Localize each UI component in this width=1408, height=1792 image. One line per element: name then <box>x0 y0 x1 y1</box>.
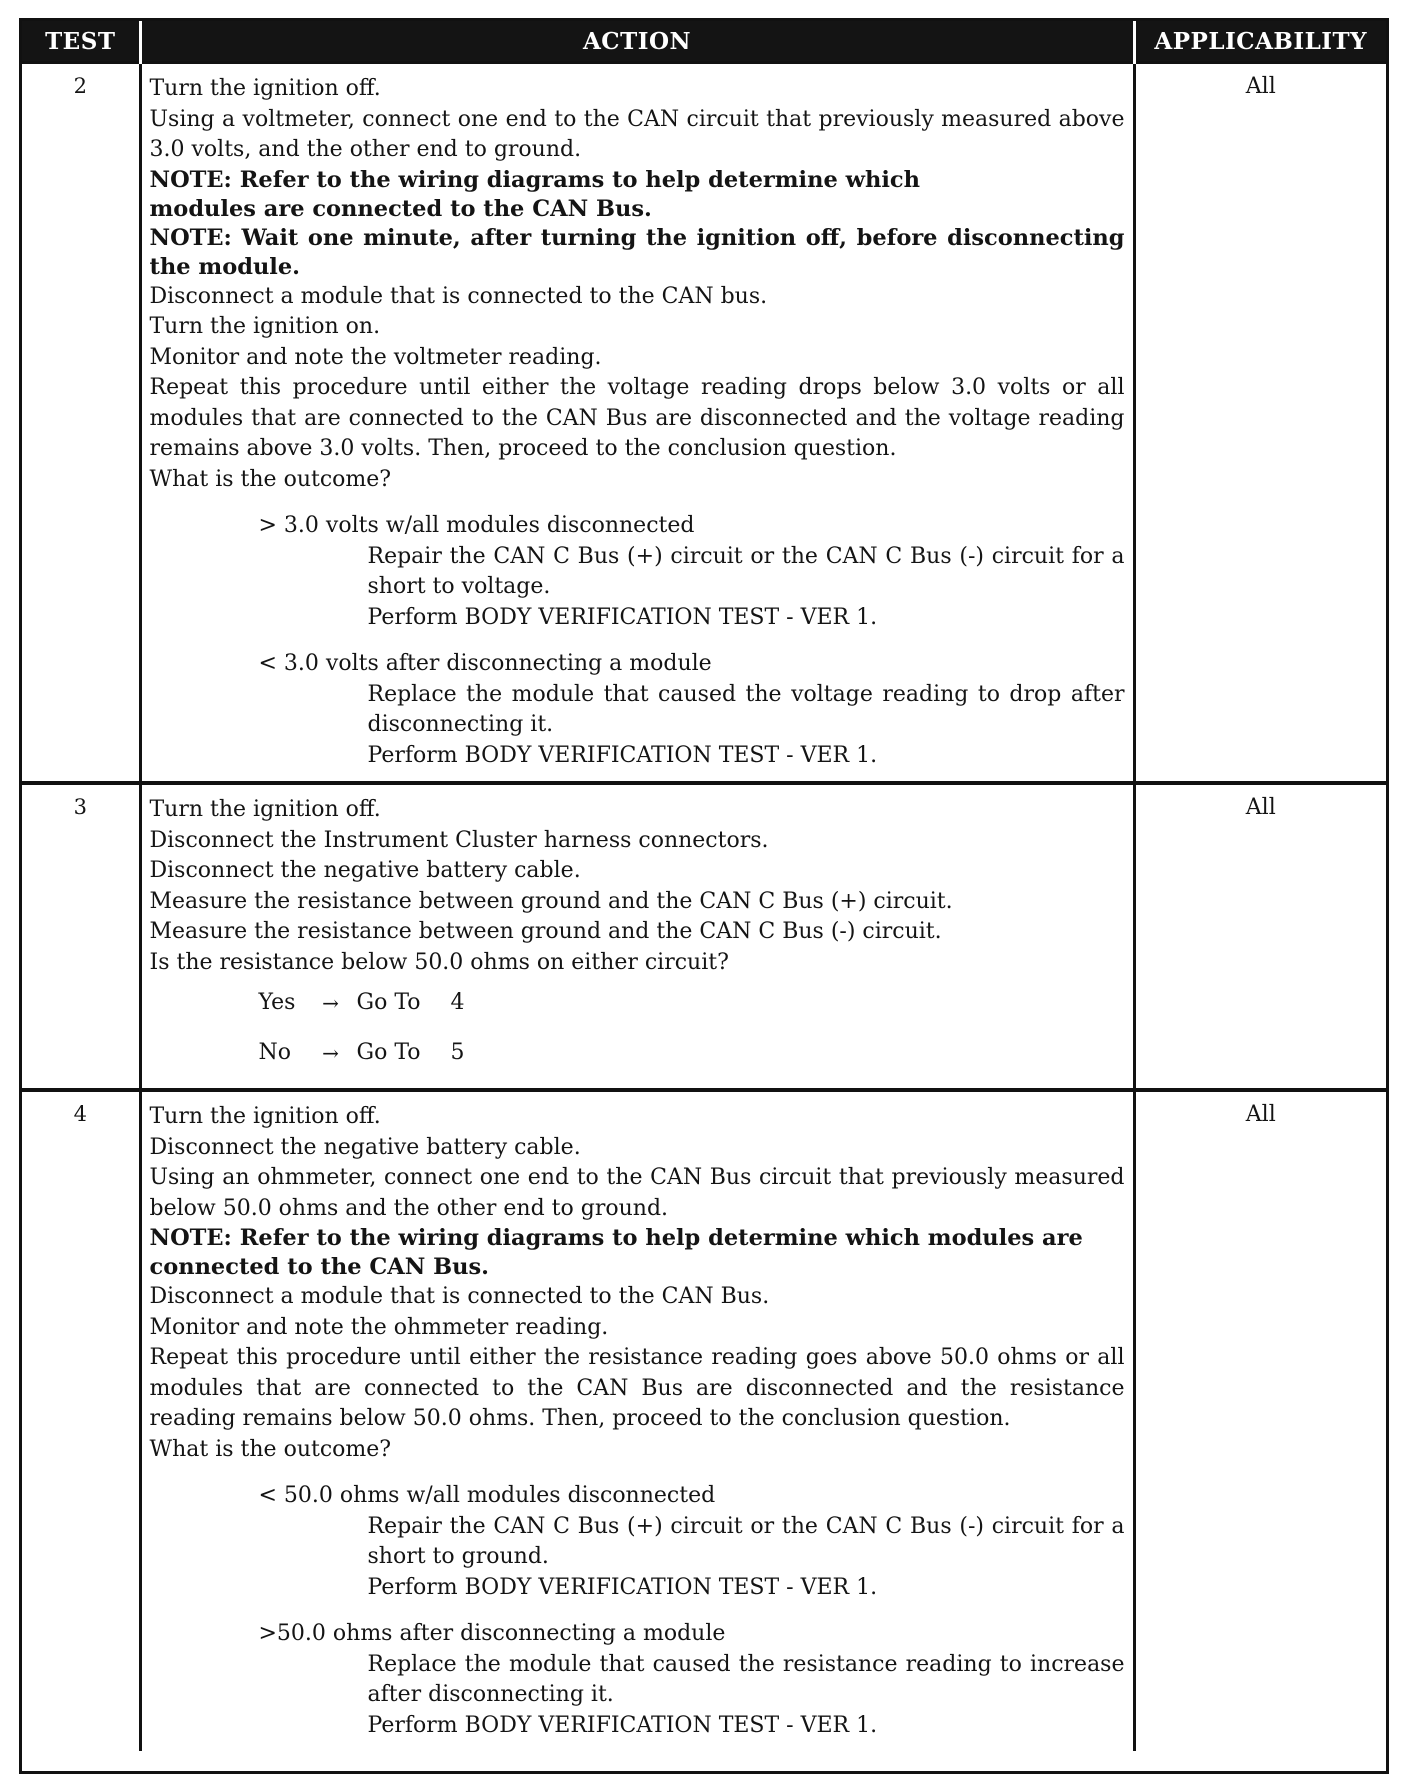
outcome-condition: > 3.0 volts w/all modules disconnected <box>258 513 695 538</box>
test-action-cell <box>140 1090 1134 1751</box>
action-line: Monitor and note the voltmeter reading. <box>149 344 602 370</box>
action-line: Repeat this procedure until either the voltage reading drops below 3.0 volts or all modules that are connected to the CAN Bus are disconnected and the voltage reading remains above 3.0 volts. Then, proceed to the conclusion question. <box>149 375 1125 461</box>
column-header-applicability: APPLICABILITY <box>1134 21 1386 63</box>
outcome-action: Perform BODY VERIFICATION TEST - VER 1. <box>367 604 878 630</box>
goto-target: 4 <box>450 989 465 1015</box>
action-line: Disconnect the Instrument Cluster harness connectors. <box>149 827 769 853</box>
goto-label: Go To <box>356 1039 421 1065</box>
outcome-action: Replace the module that caused the resistance reading to increase after disconnecting it. <box>367 1651 1125 1707</box>
applicability-value: All <box>1134 1090 1386 1751</box>
action-line: Disconnect the negative battery cable. <box>149 1134 581 1160</box>
test-row-3 <box>22 783 1386 1090</box>
note-text: NOTE: Refer to the wiring diagrams to help determine which modules are connected to the CAN Bus. <box>149 166 920 222</box>
outcome-action: Perform BODY VERIFICATION TEST - VER 1. <box>367 1574 878 1600</box>
outcome-option <box>150 511 1125 633</box>
outcome-action: Perform BODY VERIFICATION TEST - VER 1. <box>367 1712 878 1738</box>
question-text: What is the outcome? <box>149 466 392 492</box>
right-arrow-icon: → <box>322 1040 339 1065</box>
outcome-option <box>150 1619 1125 1741</box>
test-number: 3 <box>22 783 140 1090</box>
column-header-action: ACTION <box>140 21 1134 63</box>
outcome-option <box>150 649 1125 771</box>
action-line: Disconnect a module that is connected to the CAN Bus. <box>149 1284 770 1309</box>
goto-label: Go To <box>356 989 421 1015</box>
answer-label: Yes <box>258 989 296 1015</box>
test-action-cell <box>140 63 1134 784</box>
action-line: Measure the resistance between ground and the CAN C Bus (+) circuit. <box>149 888 953 914</box>
answer-option-no <box>150 1028 1125 1078</box>
diagnostic-test-table <box>22 21 1386 1751</box>
action-line: Using a voltmeter, connect one end to the CAN circuit that previously measured above 3.0 volts, and the other end to ground. <box>149 106 1125 162</box>
applicability-value: All <box>1134 63 1386 784</box>
outcome-action: Perform BODY VERIFICATION TEST - VER 1. <box>367 742 878 768</box>
test-number: 2 <box>22 63 140 784</box>
note-text: NOTE: Wait one minute, after turning the ignition off, before disconnecting the module. <box>149 224 1125 280</box>
action-line: Turn the ignition off. <box>149 797 381 822</box>
column-header-test: TEST <box>22 21 140 63</box>
applicability-value: All <box>1134 783 1386 1090</box>
action-line: Turn the ignition off. <box>149 76 381 101</box>
test-row-4 <box>22 1090 1386 1751</box>
goto-target: 5 <box>450 1039 465 1065</box>
action-line: Turn the ignition off. <box>149 1104 381 1129</box>
action-line: Using an ohmmeter, connect one end to the CAN Bus circuit that previously measured below 50.0 ohms and the other end to ground. <box>149 1165 1125 1221</box>
outcome-action: Repair the CAN C Bus (+) circuit or the CAN C Bus (-) circuit for a short to voltage. <box>367 543 1125 599</box>
diagnostic-test-table-frame <box>19 18 1389 1774</box>
table-header-row <box>22 21 1386 63</box>
outcome-condition: < 50.0 ohms w/all modules disconnected <box>258 1483 716 1508</box>
right-arrow-icon: → <box>322 990 339 1015</box>
outcome-option <box>150 1481 1125 1603</box>
action-line: Repeat this procedure until either the resistance reading goes above 50.0 ohms or all modules that are connected to the CAN Bus are disconnected and the resistance reading remains below 50.0 ohms. Then, proceed to the conclusion question. <box>149 1345 1125 1431</box>
question-text: What is the outcome? <box>149 1436 392 1462</box>
outcome-condition: < 3.0 volts after disconnecting a module <box>258 651 712 676</box>
action-line: Monitor and note the ohmmeter reading. <box>149 1314 609 1340</box>
note-text: NOTE: Refer to the wiring diagrams to help determine which modules are connected to the CAN Bus. <box>149 1225 1083 1280</box>
test-action-cell <box>140 783 1134 1090</box>
answer-option-yes <box>150 978 1125 1028</box>
test-number: 4 <box>22 1090 140 1751</box>
answer-label: No <box>258 1039 291 1065</box>
action-line: Disconnect a module that is connected to the CAN bus. <box>149 283 768 309</box>
action-line: Turn the ignition on. <box>149 314 381 339</box>
test-row-2 <box>22 63 1386 784</box>
action-line: Measure the resistance between ground and the CAN C Bus (-) circuit. <box>149 919 942 944</box>
outcome-condition: >50.0 ohms after disconnecting a module <box>258 1621 726 1646</box>
outcome-action: Repair the CAN C Bus (+) circuit or the CAN C Bus (-) circuit for a short to ground. <box>367 1513 1125 1569</box>
action-line: Disconnect the negative battery cable. <box>149 858 581 883</box>
question-text: Is the resistance below 50.0 ohms on either circuit? <box>149 949 729 975</box>
outcome-action: Replace the module that caused the voltage reading to drop after disconnecting it. <box>367 681 1125 737</box>
